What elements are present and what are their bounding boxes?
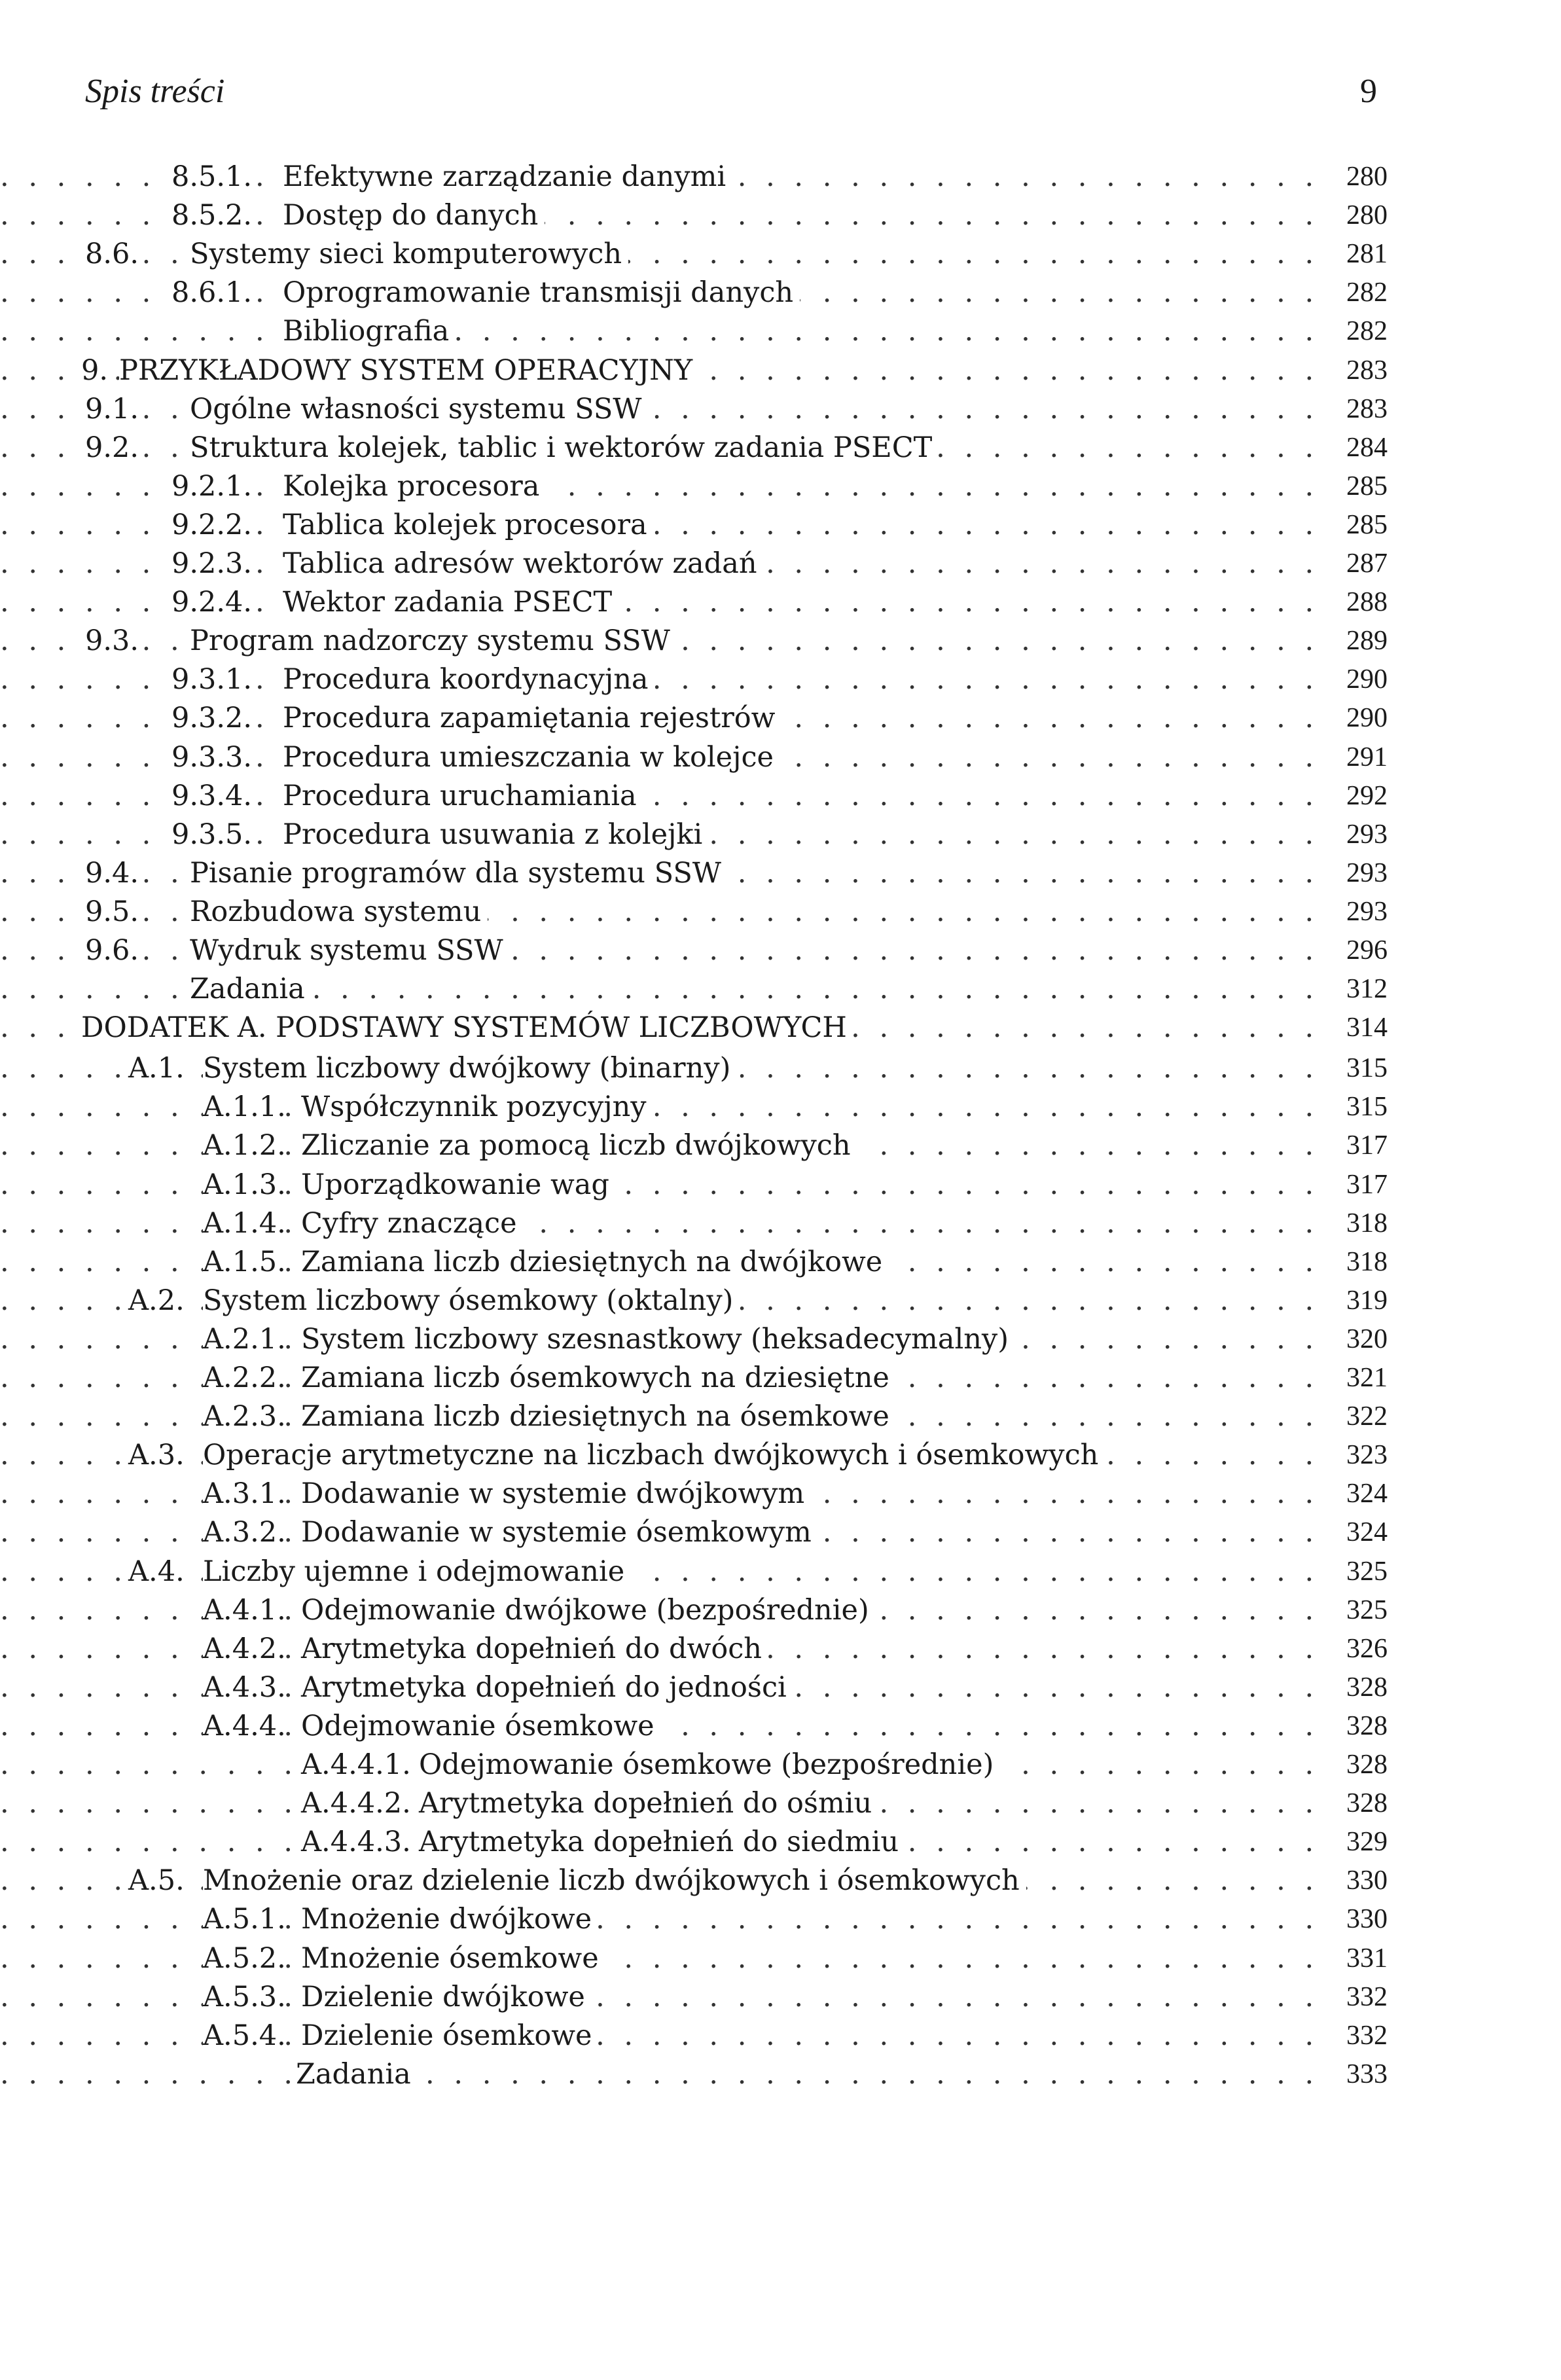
toc-entry-page: 292 [1325, 776, 1388, 816]
toc-entry-number: 9.3. [85, 621, 139, 660]
toc-entry-number: A.1.5. [203, 1242, 286, 1282]
toc-entry [0, 698, 1561, 738]
toc-entry-number: A.4.3. [203, 1668, 286, 1707]
toc-entry-page: 326 [1325, 1629, 1388, 1668]
toc-entry [0, 1435, 1561, 1475]
toc-entry [0, 776, 1561, 816]
page-header [0, 72, 1561, 118]
toc-entry-number: A.1.4. [203, 1204, 286, 1243]
toc-entry [0, 931, 1561, 970]
toc-entry-page: 317 [1325, 1126, 1388, 1165]
toc-entry-number: 9.3.2. [171, 698, 252, 738]
dot-leader [0, 1939, 1329, 1978]
toc-entry-title: Dostęp do danych [283, 196, 545, 235]
toc-entry-title: Liczby ujemne i odejmowanie [203, 1552, 631, 1591]
toc-entry-title: Struktura kolejek, tablic i wektorów zadania PSECT [190, 428, 939, 467]
toc-entry-number: A.5.3. [203, 1977, 286, 2017]
toc-entry-title: System liczbowy szesnastkowy (heksadecymalny) [301, 1320, 1015, 1359]
toc-entry [0, 1165, 1561, 1204]
toc-entry-number: A.5.2. [203, 1939, 286, 1978]
toc-entry-title: Program nadzorczy systemu SSW [190, 621, 677, 660]
toc-entry-title: Tablica adresów wektorów zadań [283, 544, 764, 583]
toc-entry-number: A.5.4. [203, 2016, 286, 2055]
toc-entry [0, 1204, 1561, 1243]
toc-entry-number: 9.4. [85, 854, 139, 893]
toc-entry [0, 234, 1561, 274]
toc-entry-page: 332 [1325, 2016, 1388, 2055]
toc-entry-page: 293 [1325, 892, 1388, 931]
toc-entry-page: 323 [1325, 1435, 1388, 1475]
toc-entry [0, 1706, 1561, 1746]
toc-entry [0, 892, 1561, 931]
toc-entry-page: 324 [1325, 1513, 1388, 1552]
toc-entry-number: A.1.2. [203, 1126, 286, 1165]
toc-entry-title: Arytmetyka dopełnień do jedności [301, 1668, 793, 1707]
toc-entry-number: A.3. [128, 1435, 185, 1475]
toc-entry [0, 1513, 1561, 1552]
toc-entry-title: Odejmowanie ósemkowe [301, 1706, 661, 1746]
toc-entry [0, 1629, 1561, 1668]
toc-entry-title: Procedura umieszczania w kolejce [283, 738, 780, 777]
toc-entry [0, 621, 1561, 660]
toc-entry [0, 2055, 1561, 2094]
toc-entry [0, 1977, 1561, 2017]
toc-entry [0, 1745, 1561, 1784]
toc-entry-page: 328 [1325, 1706, 1388, 1746]
toc-entry-number: 9.1. [85, 389, 139, 429]
toc-entry [0, 1126, 1561, 1165]
toc-entry-number: A.1.1. [203, 1087, 286, 1127]
dot-leader [0, 1087, 1329, 1127]
dot-leader [0, 1977, 1329, 2017]
toc-entry [0, 1552, 1561, 1591]
toc-entry-title: Procedura usuwania z kolejki [283, 815, 709, 854]
toc-entry-number: 9.5. [85, 892, 139, 931]
toc-entry-title: Oprogramowanie transmisji danych [283, 273, 800, 312]
toc-entry-title: Ogólne własności systemu SSW [190, 389, 648, 429]
toc-entry-title: System liczbowy ósemkowy (oktalny) [203, 1281, 740, 1320]
toc-entry-number: A.4.4.2. [301, 1784, 411, 1823]
toc-entry-number: A.1. [128, 1049, 185, 1088]
toc-entry [0, 815, 1561, 854]
toc-entry-page: 289 [1325, 621, 1388, 660]
toc-entry [0, 544, 1561, 583]
toc-entry [0, 157, 1561, 196]
toc-entry [0, 312, 1561, 351]
toc-entry-title: Uporządkowanie wag [301, 1165, 616, 1204]
toc-entry-page: 324 [1325, 1474, 1388, 1513]
toc-entry-page: 325 [1325, 1591, 1388, 1630]
toc-entry-page: 331 [1325, 1939, 1388, 1978]
toc-entry-page: 290 [1325, 698, 1388, 738]
toc-entry-number: 9.6. [85, 931, 139, 970]
toc-entry-page: 291 [1325, 738, 1388, 777]
toc-entry [0, 854, 1561, 893]
toc-entry [0, 1939, 1561, 1978]
toc-entry [0, 505, 1561, 545]
toc-entry-page: 318 [1325, 1204, 1388, 1243]
toc-entry [0, 1861, 1561, 1900]
toc-entry-page: 296 [1325, 931, 1388, 970]
toc-entry-number: 9.2.1. [171, 467, 252, 506]
toc-entry [0, 467, 1561, 506]
toc-entry-number: A.4.4.3. [301, 1822, 411, 1862]
toc-entry [0, 428, 1561, 467]
toc-entry-title: Procedura uruchamiania [283, 776, 643, 816]
toc-entry-number: A.4.4.1. [301, 1745, 411, 1784]
toc-entry [0, 1049, 1561, 1088]
toc-entry-title: Bibliografia [283, 312, 456, 351]
dot-leader [0, 1165, 1329, 1204]
toc-entry-title: Cyfry znaczące [301, 1204, 524, 1243]
toc-entry [0, 583, 1561, 622]
dot-leader [0, 2016, 1329, 2055]
toc-entry [0, 1087, 1561, 1127]
toc-entry-page: 319 [1325, 1281, 1388, 1320]
toc-entry-title: Arytmetyka dopełnień do siedmiu [419, 1822, 905, 1862]
toc-entry-title: DODATEK A. PODSTAWY SYSTEMÓW LICZBOWYCH [81, 1008, 853, 1047]
toc-entry-title: Mnożenie ósemkowe [301, 1939, 605, 1978]
toc-entry-title: Kolejka procesora [283, 467, 546, 506]
toc-entry [0, 1242, 1561, 1282]
toc-entry-page: 293 [1325, 854, 1388, 893]
toc-entry-title: Arytmetyka dopełnień do ośmiu [419, 1784, 878, 1823]
toc-entry [0, 2016, 1561, 2055]
toc-entry-number: A.4.2. [203, 1629, 286, 1668]
toc-entry-title: Mnożenie dwójkowe [301, 1900, 598, 1939]
toc-entry-page: 315 [1325, 1087, 1388, 1127]
toc-entry-title: Dzielenie ósemkowe [301, 2016, 598, 2055]
dot-leader [0, 1706, 1329, 1746]
toc-entry-page: 320 [1325, 1320, 1388, 1359]
toc-entry-title: Współczynnik pozycyjny [301, 1087, 653, 1127]
toc-entry-number: 9.3.3. [171, 738, 252, 777]
toc-entry-number: 9. [81, 351, 108, 390]
toc-entry-page: 332 [1325, 1977, 1388, 2017]
toc-entry-title: Zamiana liczb dziesiętnych na dwójkowe [301, 1242, 889, 1282]
toc-entry-number: 9.2.3. [171, 544, 252, 583]
toc-entry-number: A.1.3. [203, 1165, 286, 1204]
toc-entry [0, 1474, 1561, 1513]
toc-entry [0, 273, 1561, 312]
toc-entry [0, 1397, 1561, 1436]
toc-entry-page: 280 [1325, 157, 1388, 196]
toc-entry-number: A.3.1. [203, 1474, 286, 1513]
toc-entry-title: Zadania [296, 2055, 418, 2094]
toc-entry-page: 321 [1325, 1358, 1388, 1397]
toc-entry-number: 9.3.4. [171, 776, 252, 816]
toc-entry-page: 328 [1325, 1784, 1388, 1823]
toc-entry-page: 315 [1325, 1049, 1388, 1088]
running-head-title: Spis treści [85, 73, 225, 110]
toc-entry-page: 283 [1325, 389, 1388, 429]
toc-entry-title: System liczbowy dwójkowy (binarny) [203, 1049, 737, 1088]
toc-entry-number: 9.3.1. [171, 660, 252, 699]
toc-entry-page: 285 [1325, 467, 1388, 506]
toc-entry-number: A.3.2. [203, 1513, 286, 1552]
toc-entry-page: 293 [1325, 815, 1388, 854]
toc-entry-page: 329 [1325, 1822, 1388, 1862]
toc-entry-title: Operacje arytmetyczne na liczbach dwójkowych i ósemkowych [203, 1435, 1105, 1475]
toc-entry-number: 8.6.1. [171, 273, 252, 312]
running-head-page-number: 9 [1360, 73, 1377, 110]
toc-entry [0, 351, 1561, 390]
toc-entry-page: 312 [1325, 969, 1388, 1009]
toc-entry [0, 660, 1561, 699]
toc-entry-page: 290 [1325, 660, 1388, 699]
toc-entry-title: Zamiana liczb dziesiętnych na ósemkowe [301, 1397, 896, 1436]
toc-entry-number: A.2. [128, 1281, 185, 1320]
toc-entry-number: A.4.4. [203, 1706, 286, 1746]
toc-entry-number: A.2.2. [203, 1358, 286, 1397]
toc-entry-number: A.5.1. [203, 1900, 286, 1939]
toc-entry-title: PRZYKŁADOWY SYSTEM OPERACYJNY [119, 351, 699, 390]
toc-entry-page: 330 [1325, 1861, 1388, 1900]
toc-entry [0, 1320, 1561, 1359]
toc-entry-page: 328 [1325, 1745, 1388, 1784]
toc-entry-title: Efektywne zarządzanie danymi [283, 157, 732, 196]
toc-entry-number: A.2.1. [203, 1320, 286, 1359]
toc-entry [0, 1281, 1561, 1320]
toc-entry-title: Zamiana liczb ósemkowych na dziesiętne [301, 1358, 896, 1397]
toc-entry [0, 738, 1561, 777]
toc-entry-title: Dodawanie w systemie dwójkowym [301, 1474, 811, 1513]
toc-entry-number: 8.5.2. [171, 196, 252, 235]
toc-entry-number: 9.2.4. [171, 583, 252, 622]
toc-entry-title: Pisanie programów dla systemu SSW [190, 854, 728, 893]
toc-entry-title: Odejmowanie ósemkowe (bezpośrednie) [419, 1745, 1000, 1784]
toc-entry-title: Zadania [190, 969, 312, 1009]
dot-leader [0, 312, 1329, 351]
toc-entry-number: 8.5.1. [171, 157, 252, 196]
toc-entry-page: 322 [1325, 1397, 1388, 1436]
toc-entry-title: Wektor zadania PSECT [283, 583, 619, 622]
toc-entry-title: Odejmowanie dwójkowe (bezpośrednie) [301, 1591, 876, 1630]
toc-entry-title: Wydruk systemu SSW [190, 931, 510, 970]
toc-entry-number: 9.2. [85, 428, 139, 467]
toc-entry-page: 333 [1325, 2055, 1388, 2094]
toc-entry [0, 1358, 1561, 1397]
toc-entry-page: 318 [1325, 1242, 1388, 1282]
toc-entry-page: 284 [1325, 428, 1388, 467]
dot-leader [0, 1204, 1329, 1243]
toc-entry [0, 1784, 1561, 1823]
toc-entry [0, 1008, 1561, 1047]
toc-entry-page: 328 [1325, 1668, 1388, 1707]
toc-entry [0, 1668, 1561, 1707]
toc-entry-page: 282 [1325, 312, 1388, 351]
dot-leader [0, 2055, 1329, 2094]
toc-entry-page: 288 [1325, 583, 1388, 622]
toc-entry-page: 283 [1325, 351, 1388, 390]
toc-entry [0, 1591, 1561, 1630]
toc-entry-page: 330 [1325, 1900, 1388, 1939]
toc-entry-number: 9.3.5. [171, 815, 252, 854]
toc-entry [0, 1822, 1561, 1862]
toc-entry-number: A.2.3. [203, 1397, 286, 1436]
toc-entry-page: 287 [1325, 544, 1388, 583]
toc-entry-title: Systemy sieci komputerowych [190, 234, 628, 274]
toc-entry [0, 196, 1561, 235]
dot-leader [0, 1552, 1329, 1591]
dot-leader [0, 1900, 1329, 1939]
toc-entry-title: Dzielenie dwójkowe [301, 1977, 592, 2017]
toc-entry-page: 281 [1325, 234, 1388, 274]
toc-entry-page: 282 [1325, 273, 1388, 312]
toc-entry-title: Mnożenie oraz dzielenie liczb dwójkowych i ósemkowych [203, 1861, 1026, 1900]
toc-entry-number: 9.2.2. [171, 505, 252, 545]
toc-entry-page: 317 [1325, 1165, 1388, 1204]
toc-entry [0, 969, 1561, 1009]
toc-entry-title: Dodawanie w systemie ósemkowym [301, 1513, 818, 1552]
toc-entry-title: Procedura zapamiętania rejestrów [283, 698, 781, 738]
toc-entry-title: Rozbudowa systemu [190, 892, 488, 931]
toc-entry [0, 389, 1561, 429]
toc-entry-title: Arytmetyka dopełnień do dwóch [301, 1629, 768, 1668]
toc-entry-page: 285 [1325, 505, 1388, 545]
toc-entry-title: Tablica kolejek procesora [283, 505, 654, 545]
toc-entry-number: A.5. [128, 1861, 185, 1900]
toc-entry-title: Procedura koordynacyjna [283, 660, 655, 699]
toc-entry-page: 314 [1325, 1008, 1388, 1047]
toc-entry-number: A.4. [128, 1552, 185, 1591]
toc-entry-page: 325 [1325, 1552, 1388, 1591]
toc-entry-number: A.4.1. [203, 1591, 286, 1630]
toc-entry [0, 1900, 1561, 1939]
toc-entry-page: 280 [1325, 196, 1388, 235]
toc-entry-number: 8.6. [85, 234, 139, 274]
toc-entry-title: Zliczanie za pomocą liczb dwójkowych [301, 1126, 857, 1165]
